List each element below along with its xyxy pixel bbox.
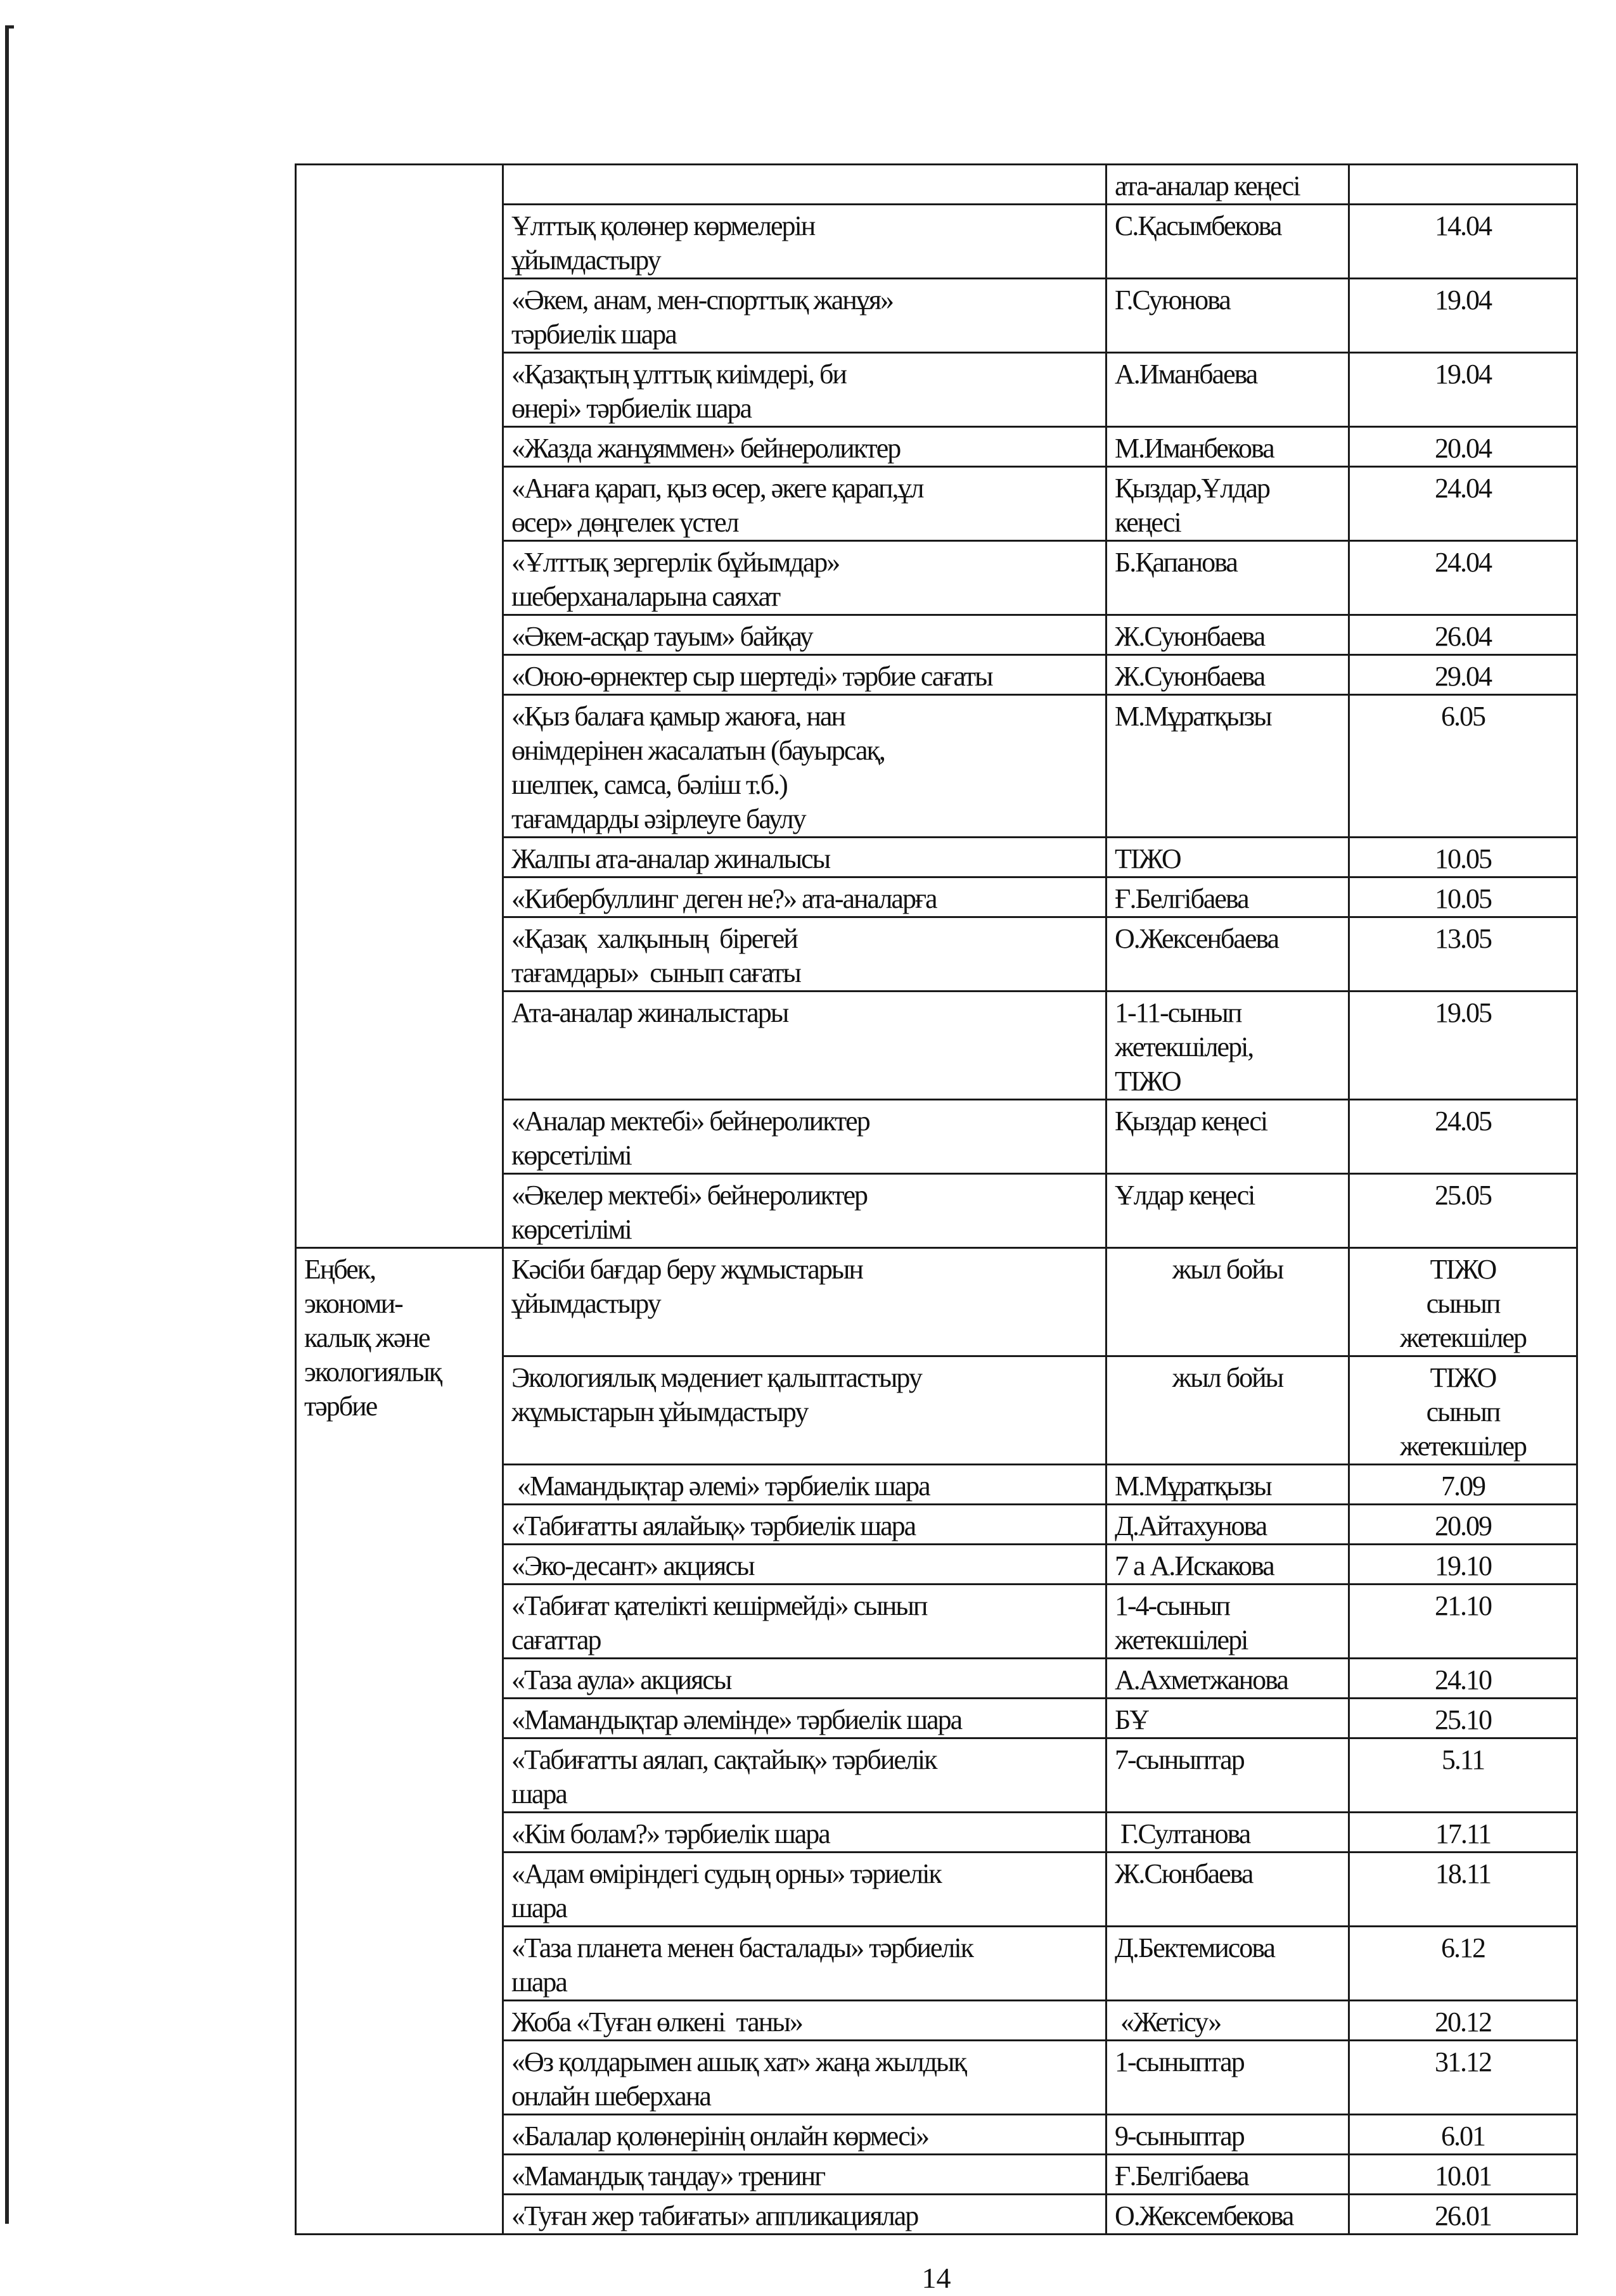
- responsible-cell: БҰ: [1106, 1699, 1349, 1738]
- event-cell: «Мамандықтар әлемі» тәрбиелік шара: [503, 1465, 1106, 1505]
- event-cell: «Мамандықтар әлемінде» тәрбиелік шара: [503, 1699, 1106, 1738]
- date-cell: 26.01: [1349, 2195, 1577, 2235]
- responsible-cell: М.Мұратқызы: [1106, 1465, 1349, 1505]
- responsible-cell: Ғ.Белгібаева: [1106, 877, 1349, 917]
- event-cell: «Ұлттық зергерлік бұйымдар» шеберханаларына саяхат: [503, 541, 1106, 615]
- responsible-cell: 1-сыныптар: [1106, 2041, 1349, 2115]
- date-cell: 19.05: [1349, 992, 1577, 1100]
- event-cell: «Әкем, анам, мен-спорттық жанұя» тәрбиелік шара: [503, 279, 1106, 353]
- date-cell: 20.04: [1349, 427, 1577, 467]
- event-cell: «Жазда жанұяммен» бейнероликтер: [503, 427, 1106, 467]
- event-cell: «Әкем-асқар тауым» байқау: [503, 615, 1106, 655]
- event-cell: «Эко-десант» акциясы: [503, 1545, 1106, 1585]
- date-cell: 7.09: [1349, 1465, 1577, 1505]
- responsible-cell: М.Иманбекова: [1106, 427, 1349, 467]
- responsible-cell: Д.Бектемисова: [1106, 1927, 1349, 2001]
- event-cell: «Қыз балаға қамыр жаюға, нан өнімдерінен жасалатын (бауырсақ, шелпек, самса, бәліш т.б.) тағамдарды әзірлеуге баулу: [503, 695, 1106, 838]
- date-cell: 17.11: [1349, 1813, 1577, 1853]
- responsible-cell: А.Ахметжанова: [1106, 1659, 1349, 1699]
- responsible-cell: О.Жексенбаева: [1106, 917, 1349, 992]
- date-cell: 19.10: [1349, 1545, 1577, 1585]
- event-cell: «Аналар мектебі» бейнероликтер көрсетілімі: [503, 1100, 1106, 1174]
- responsible-cell: Г.Суюнова: [1106, 279, 1349, 353]
- date-cell: ТІЖО сынып жетекшілер: [1349, 1356, 1577, 1465]
- responsible-cell: А.Иманбаева: [1106, 353, 1349, 427]
- date-cell: 6.12: [1349, 1927, 1577, 2001]
- event-cell: «Таза планета менен басталады» тәрбиелік шара: [503, 1927, 1106, 2001]
- date-cell: 18.11: [1349, 1853, 1577, 1927]
- event-cell: «Табиғатты аялап, сақтайық» тәрбиелік шара: [503, 1738, 1106, 1813]
- event-cell: «Өз қолдарымен ашық хат» жаңа жылдық онлайн шеберхана: [503, 2041, 1106, 2115]
- date-cell: 10.01: [1349, 2155, 1577, 2195]
- event-cell: «Табиғат қателікті кешірмейді» сынып сағаттар: [503, 1585, 1106, 1659]
- date-cell: 5.11: [1349, 1738, 1577, 1813]
- date-cell: 14.04: [1349, 205, 1577, 279]
- date-cell: 20.12: [1349, 2001, 1577, 2041]
- date-cell: 20.09: [1349, 1505, 1577, 1545]
- date-cell: 19.04: [1349, 353, 1577, 427]
- event-cell: «Адам өміріндегі судың орны» тәриелік шара: [503, 1853, 1106, 1927]
- responsible-cell: Қыздар,Ұлдар кеңесі: [1106, 467, 1349, 541]
- responsible-cell: жыл бойы: [1106, 1356, 1349, 1465]
- responsible-cell: Г.Султанова: [1106, 1813, 1349, 1853]
- date-cell: [1349, 165, 1577, 205]
- event-cell: Кәсіби бағдар беру жұмыстарын ұйымдастыру: [503, 1248, 1106, 1356]
- date-cell: 24.04: [1349, 467, 1577, 541]
- date-cell: 6.01: [1349, 2115, 1577, 2155]
- responsible-cell: 1-11-сынып жетекшілері, ТІЖО: [1106, 992, 1349, 1100]
- event-cell: «Қазақтың ұлттық киімдері, би өнері» тәрбиелік шара: [503, 353, 1106, 427]
- responsible-cell: 7 а А.Искакова: [1106, 1545, 1349, 1585]
- responsible-cell: Б.Қапанова: [1106, 541, 1349, 615]
- event-cell: Экологиялық мәдениет қалыптастыру жұмыстарын ұйымдастыру: [503, 1356, 1106, 1465]
- responsible-cell: Д.Айтахунова: [1106, 1505, 1349, 1545]
- event-cell: «Туған жер табиғаты» аппликациялар: [503, 2195, 1106, 2235]
- event-cell: Жалпы ата-аналар жиналысы: [503, 838, 1106, 877]
- date-cell: 6.05: [1349, 695, 1577, 838]
- event-cell: «Табиғатты аялайық» тәрбиелік шара: [503, 1505, 1106, 1545]
- event-cell: «Балалар қолөнерінің онлайн көрмесі»: [503, 2115, 1106, 2155]
- page-number: 14: [921, 2262, 951, 2294]
- event-cell: Ұлттық қолөнер көрмелерін ұйымдастыру: [503, 205, 1106, 279]
- responsible-cell: О.Жексембекова: [1106, 2195, 1349, 2235]
- responsible-cell: ата-аналар кеңесі: [1106, 165, 1349, 205]
- date-cell: 21.10: [1349, 1585, 1577, 1659]
- date-cell: ТІЖО сынып жетекшілер: [1349, 1248, 1577, 1356]
- event-cell: «Таза аула» акциясы: [503, 1659, 1106, 1699]
- responsible-cell: М.Мұратқызы: [1106, 695, 1349, 838]
- table-row: [296, 165, 1577, 205]
- event-cell: «Әкелер мектебі» бейнероликтер көрсетілімі: [503, 1174, 1106, 1248]
- date-cell: 24.05: [1349, 1100, 1577, 1174]
- event-cell: «Қазақ халқының бірегей тағамдары» сынып сағаты: [503, 917, 1106, 992]
- event-cell: «Анаға қарап, қыз өсер, әкеге қарап,ұл өсер» дөңгелек үстел: [503, 467, 1106, 541]
- date-cell: 25.05: [1349, 1174, 1577, 1248]
- responsible-cell: жыл бойы: [1106, 1248, 1349, 1356]
- date-cell: 13.05: [1349, 917, 1577, 992]
- event-cell: «Мамандық таңдау» тренинг: [503, 2155, 1106, 2195]
- responsible-cell: Ұлдар кеңесі: [1106, 1174, 1349, 1248]
- scan-edge: [5, 25, 9, 2224]
- event-cell: Ата-аналар жиналыстары: [503, 992, 1106, 1100]
- responsible-cell: 1-4-сынып жетекшілері: [1106, 1585, 1349, 1659]
- date-cell: 29.04: [1349, 655, 1577, 695]
- responsible-cell: 9-сыныптар: [1106, 2115, 1349, 2155]
- date-cell: 19.04: [1349, 279, 1577, 353]
- date-cell: 10.05: [1349, 877, 1577, 917]
- responsible-cell: 7-сыныптар: [1106, 1738, 1349, 1813]
- date-cell: 24.04: [1349, 541, 1577, 615]
- table-row: [296, 1248, 1577, 1356]
- responsible-cell: Қыздар кеңесі: [1106, 1100, 1349, 1174]
- events-table: [295, 163, 1578, 2235]
- event-cell: «Кім болам?» тәрбиелік шара: [503, 1813, 1106, 1853]
- event-cell: [503, 165, 1106, 205]
- date-cell: 25.10: [1349, 1699, 1577, 1738]
- event-cell: «Кибербуллинг деген не?» ата-аналарға: [503, 877, 1106, 917]
- responsible-cell: С.Қасымбекова: [1106, 205, 1349, 279]
- date-cell: 10.05: [1349, 838, 1577, 877]
- date-cell: 26.04: [1349, 615, 1577, 655]
- responsible-cell: Ж.Сюнбаева: [1106, 1853, 1349, 1927]
- event-cell: «Оюю-өрнектер сыр шертеді» тәрбие сағаты: [503, 655, 1106, 695]
- responsible-cell: Ж.Суюнбаева: [1106, 615, 1349, 655]
- responsible-cell: ТІЖО: [1106, 838, 1349, 877]
- responsible-cell: «Жетісу»: [1106, 2001, 1349, 2041]
- responsible-cell: Ғ.Белгібаева: [1106, 2155, 1349, 2195]
- responsible-cell: Ж.Суюнбаева: [1106, 655, 1349, 695]
- category-cell: Еңбек, экономи- калық және экологиялық тәрбие: [296, 1248, 503, 2235]
- event-cell: Жоба «Туған өлкені таны»: [503, 2001, 1106, 2041]
- scan-edge-corner: [5, 25, 14, 29]
- date-cell: 31.12: [1349, 2041, 1577, 2115]
- page-content: [295, 163, 1578, 2296]
- category-cell: [296, 165, 503, 1248]
- date-cell: 24.10: [1349, 1659, 1577, 1699]
